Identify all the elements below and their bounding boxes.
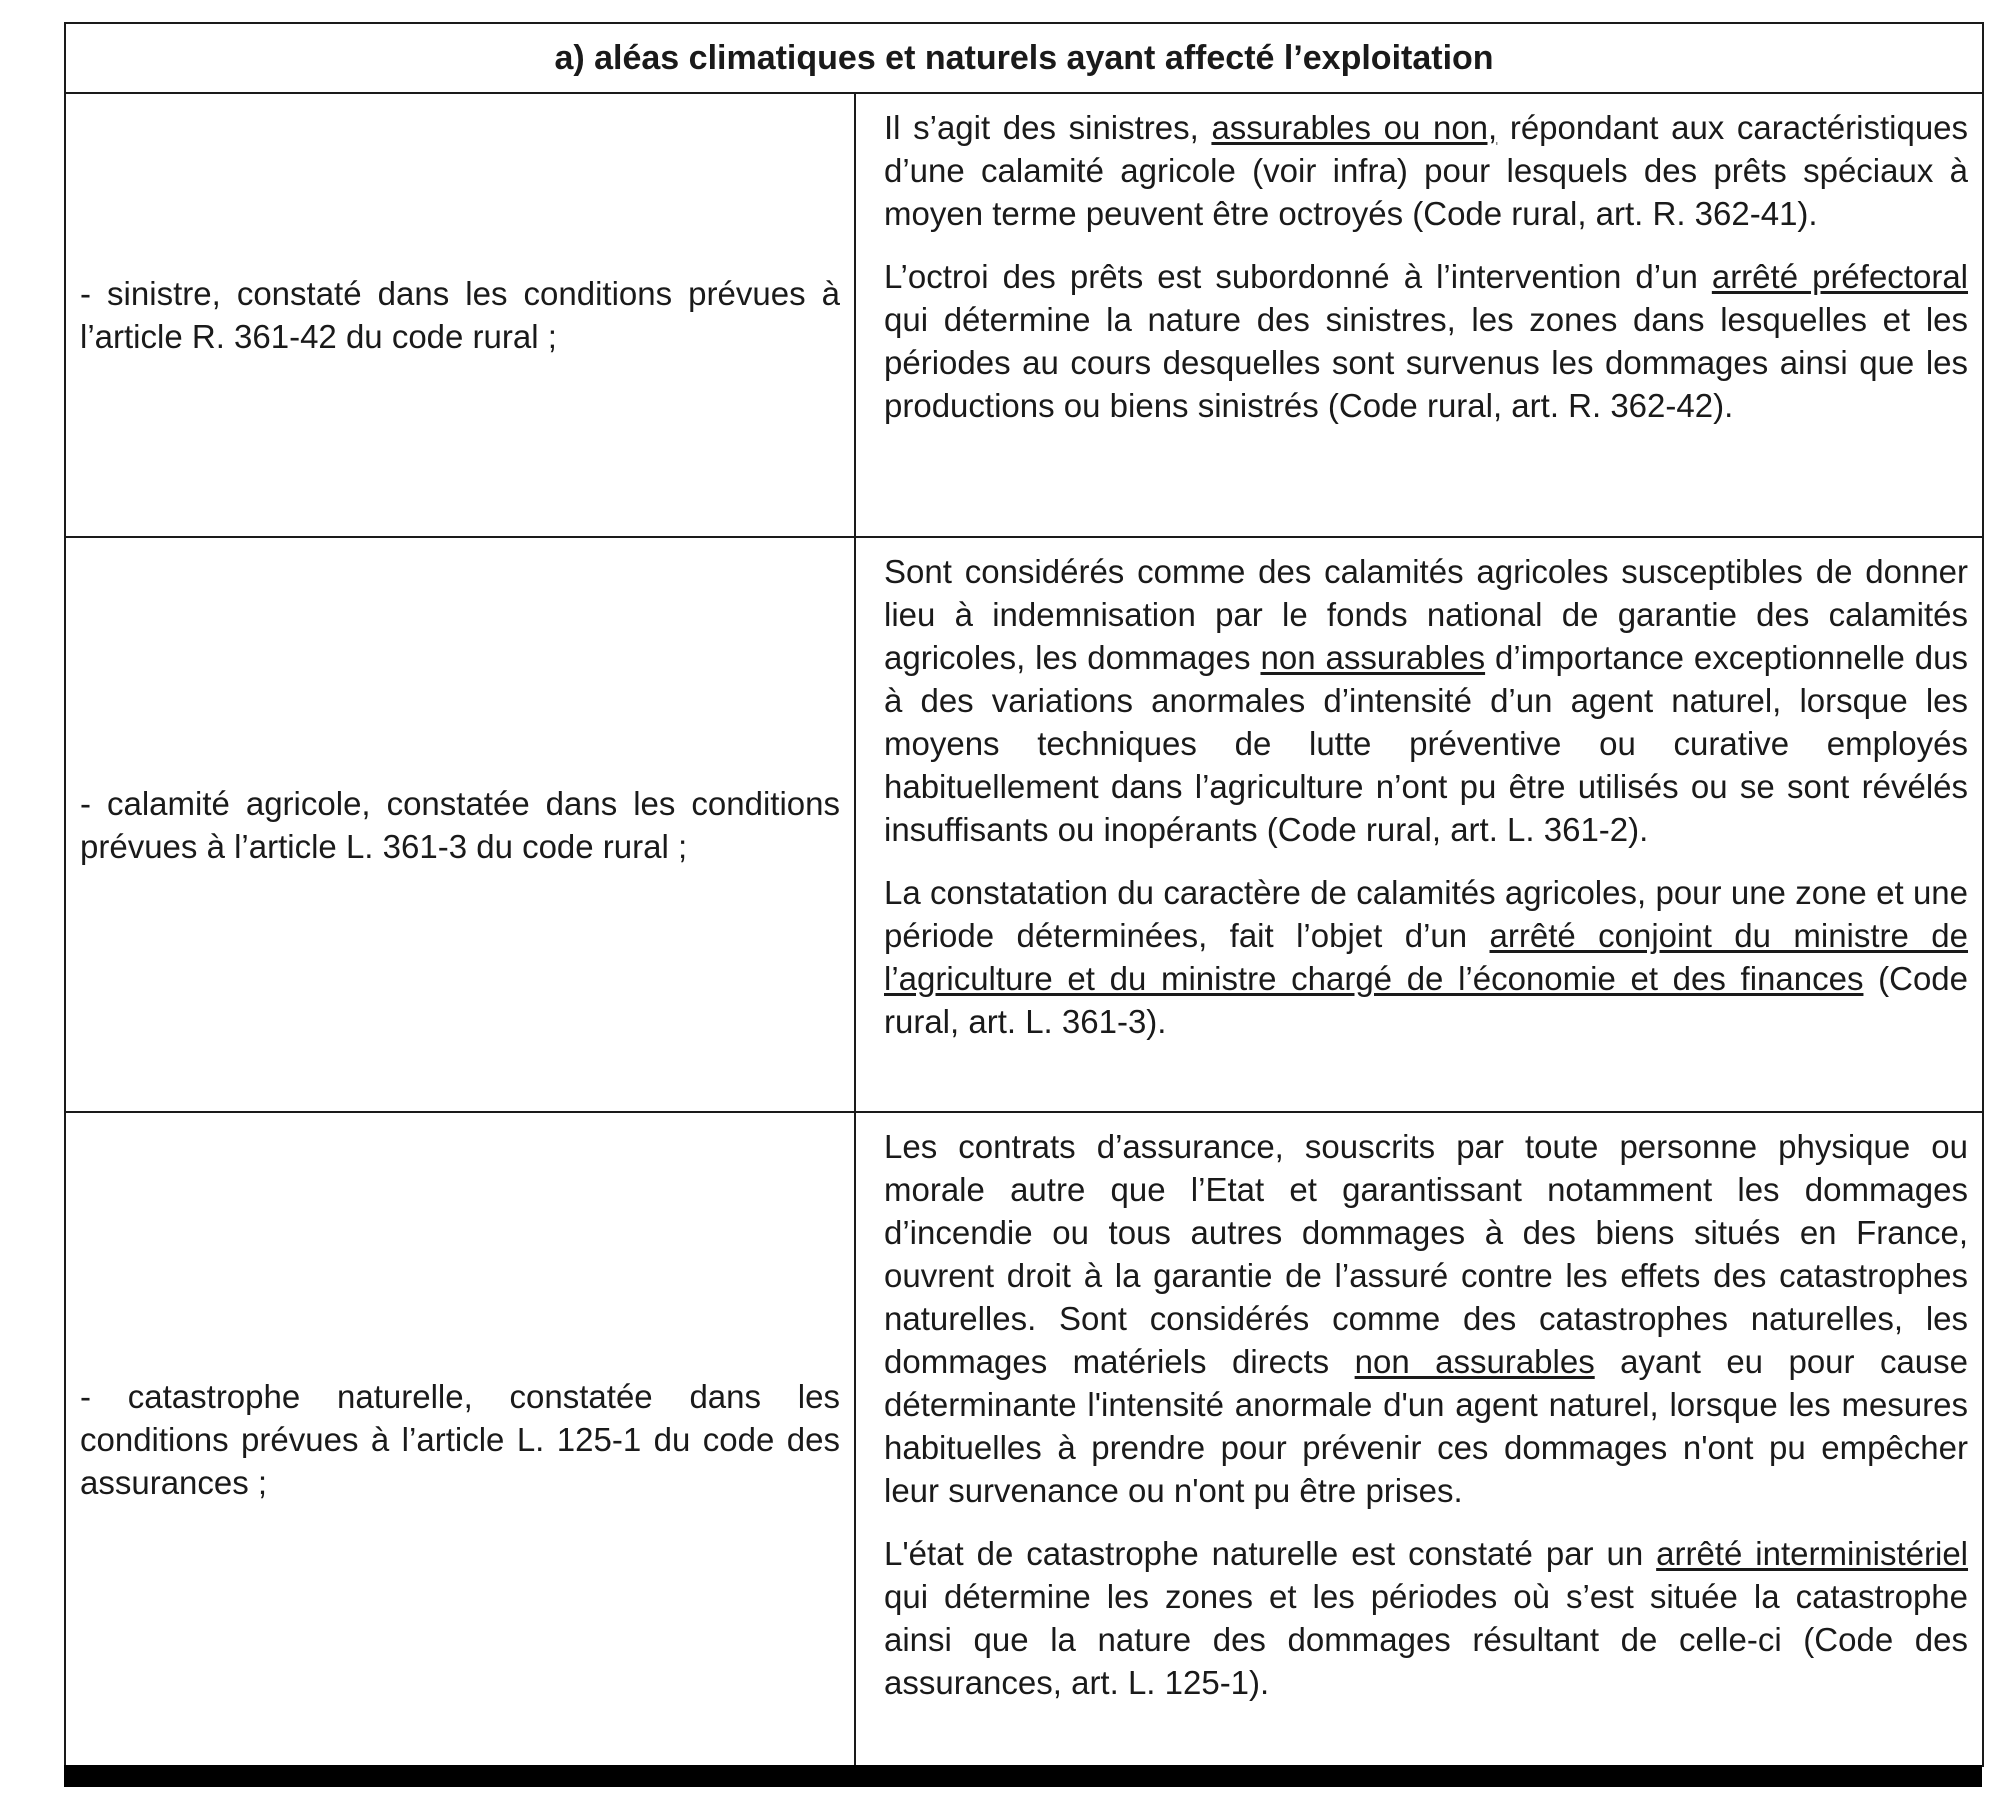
row-description-cell	[855, 537, 1983, 1112]
paragraph-text: L’octroi des prêts est subordonné à l’intervention d’un	[884, 258, 1712, 295]
table-row	[65, 537, 1983, 1112]
paragraph-text: Il s’agit des sinistres,	[884, 109, 1212, 146]
description-paragraph	[884, 1125, 1968, 1512]
description-paragraph	[884, 871, 1968, 1043]
underlined-text: arrêté conjoint du ministre de l’agriculture et du ministre chargé de l’économie et des finances	[884, 917, 1969, 997]
description-paragraph	[884, 550, 1968, 851]
description-paragraph	[884, 106, 1968, 235]
underlined-text: assurables ou non,	[1211, 109, 1498, 146]
row-label: - sinistre, constaté dans les conditions prévues à l’article R. 361-42 du code rural ;	[80, 275, 840, 355]
paragraph-text: ayant eu pour cause déterminante l'intensité anormale d'un agent naturel, lorsque les mesures habituelles à prendre pour prévenir ces dommages n'ont pu empêcher leur survenance ou n'ont pu être prises.	[884, 1343, 1969, 1509]
paragraph-text: Les contrats d’assurance, souscrits par toute personne physique ou morale autre que l’Etat et garantissant notamment les dommages d’incendie ou tous autres dommages à des biens situés en France, ouvrent droit à la garantie de l’assuré contre les effets des catastrophes naturelles. Sont considérés comme des catastrophes naturelles, les dommages matériels directs	[884, 1128, 1969, 1380]
row-description-cell	[855, 1112, 1983, 1766]
row-label-cell	[65, 1112, 855, 1766]
table-row	[65, 1112, 1983, 1766]
paragraph-text: qui détermine la nature des sinistres, les zones dans lesquelles et les périodes au cours desquelles sont survenus les dommages ainsi que les productions ou biens sinistrés (Code rural, art. R. 362-42).	[884, 301, 1969, 424]
paragraph-text: Sont considérés comme des calamités agricoles susceptibles de donner lieu à indemnisation par le fonds national de garantie des calamités agricoles, les dommages	[884, 553, 1969, 676]
paragraph-text: La constatation du caractère de calamités agricoles, pour une zone et une période déterminées, fait l’objet d’un	[884, 874, 1969, 954]
underlined-text: arrêté interministériel	[1656, 1535, 1969, 1572]
description-paragraph	[884, 1532, 1968, 1704]
paragraph-text: répondant aux caractéristiques d’une calamité agricole (voir infra) pour lesquels des prêts spéciaux à moyen terme peuvent être octroyés (Code rural, art. R. 362-41).	[884, 109, 1969, 232]
table-header-row	[65, 23, 1983, 93]
underlined-text: non assurables	[1260, 639, 1486, 676]
row-label: - calamité agricole, constatée dans les conditions prévues à l’article L. 361-3 du code rural ;	[80, 784, 840, 865]
table-row	[65, 93, 1983, 537]
underlined-text: arrêté préfectoral	[1711, 258, 1969, 295]
row-label-cell	[65, 93, 855, 537]
paragraph-text: (Code rural, art. L. 361-3).	[884, 960, 1968, 1040]
underlined-text: non assurables	[1354, 1343, 1595, 1380]
paragraph-text: d’importance exceptionnelle dus à des variations anormales d’intensité d’un agent naturel, lorsque les moyens techniques de lutte préventive ou curative employés habituellement dans l’agriculture n’ont pu être utilisés ou se sont révélés insuffisants ou inopérants (Code rural, art. L. 361-2).	[884, 639, 1969, 848]
row-description-cell	[855, 93, 1983, 537]
row-label-cell	[65, 537, 855, 1112]
table-header: a) aléas climatiques et naturels ayant affecté l’exploitation	[65, 23, 1983, 93]
row-label: - catastrophe naturelle, constatée dans les conditions prévues à l’article L. 125-1 du code des assurances ;	[80, 1377, 840, 1501]
document-table	[64, 22, 1984, 1767]
paragraph-text: qui détermine les zones et les périodes où s’est située la catastrophe ainsi que la nature des dommages résultant de celle-ci (Code des assurances, art. L. 125-1).	[884, 1578, 1969, 1701]
description-paragraph	[884, 255, 1968, 427]
bottom-border-bar	[64, 1765, 1982, 1787]
paragraph-text: L'état de catastrophe naturelle est constaté par un	[884, 1535, 1657, 1572]
